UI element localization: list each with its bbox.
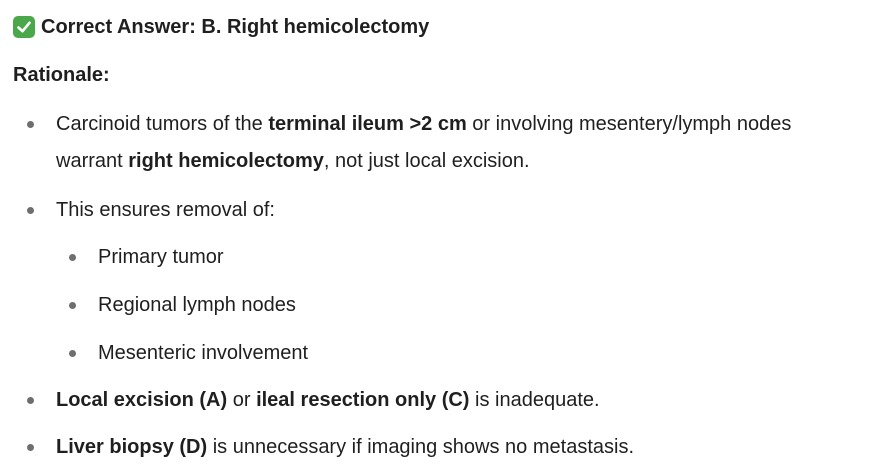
- bullet-text-segment: or involving mesentery/lymph nodes: [466, 113, 792, 135]
- bullet-text-line: This ensures removal of:: [56, 199, 275, 221]
- correct-answer-line: [13, 13, 429, 41]
- sub-bullet-dot: [69, 350, 76, 357]
- bullet-text-segment: is inadequate.: [469, 389, 600, 411]
- sub-bullet-primary-tumor: Primary tumor: [98, 246, 224, 268]
- bullet-text-segment: Carcinoid tumors of the: [56, 113, 269, 135]
- correct-answer-text: Correct Answer: B. Right hemicolectomy: [41, 15, 430, 38]
- bullet-dot: [27, 121, 34, 128]
- bold-term-local-excision: Local excision (A): [56, 389, 228, 411]
- bullet-text-line: [56, 143, 530, 180]
- bullet-text-line: [56, 106, 791, 143]
- sub-bullet-mesenteric: Mesenteric involvement: [98, 342, 309, 364]
- bold-term-liver-biopsy: Liver biopsy (D): [56, 436, 208, 458]
- bullet-dot: [27, 207, 34, 214]
- bold-term-right-hemicolectomy: right hemicolectomy: [128, 150, 324, 172]
- check-mark-icon: [13, 16, 35, 38]
- bold-term-terminal-ileum: terminal ileum >2 cm: [268, 113, 467, 135]
- bullet-dot: [27, 397, 34, 404]
- bullet-text-segment: or: [227, 389, 257, 411]
- bullet-text-segment: warrant: [56, 150, 129, 172]
- bullet-text-segment: is unnecessary if imaging shows no metastasis.: [207, 436, 634, 458]
- bullet-text-line: [56, 382, 600, 419]
- sub-bullet-dot: [69, 254, 76, 261]
- bullet-dot: [27, 444, 34, 451]
- sub-bullet-lymph-nodes: Regional lymph nodes: [98, 294, 296, 316]
- bold-term-ileal-resection: ileal resection only (C): [256, 389, 470, 411]
- bullet-text-line: [56, 429, 634, 466]
- bullet-text-segment: , not just local excision.: [323, 150, 530, 172]
- sub-bullet-dot: [69, 302, 76, 309]
- rationale-heading: Rationale:: [13, 64, 110, 86]
